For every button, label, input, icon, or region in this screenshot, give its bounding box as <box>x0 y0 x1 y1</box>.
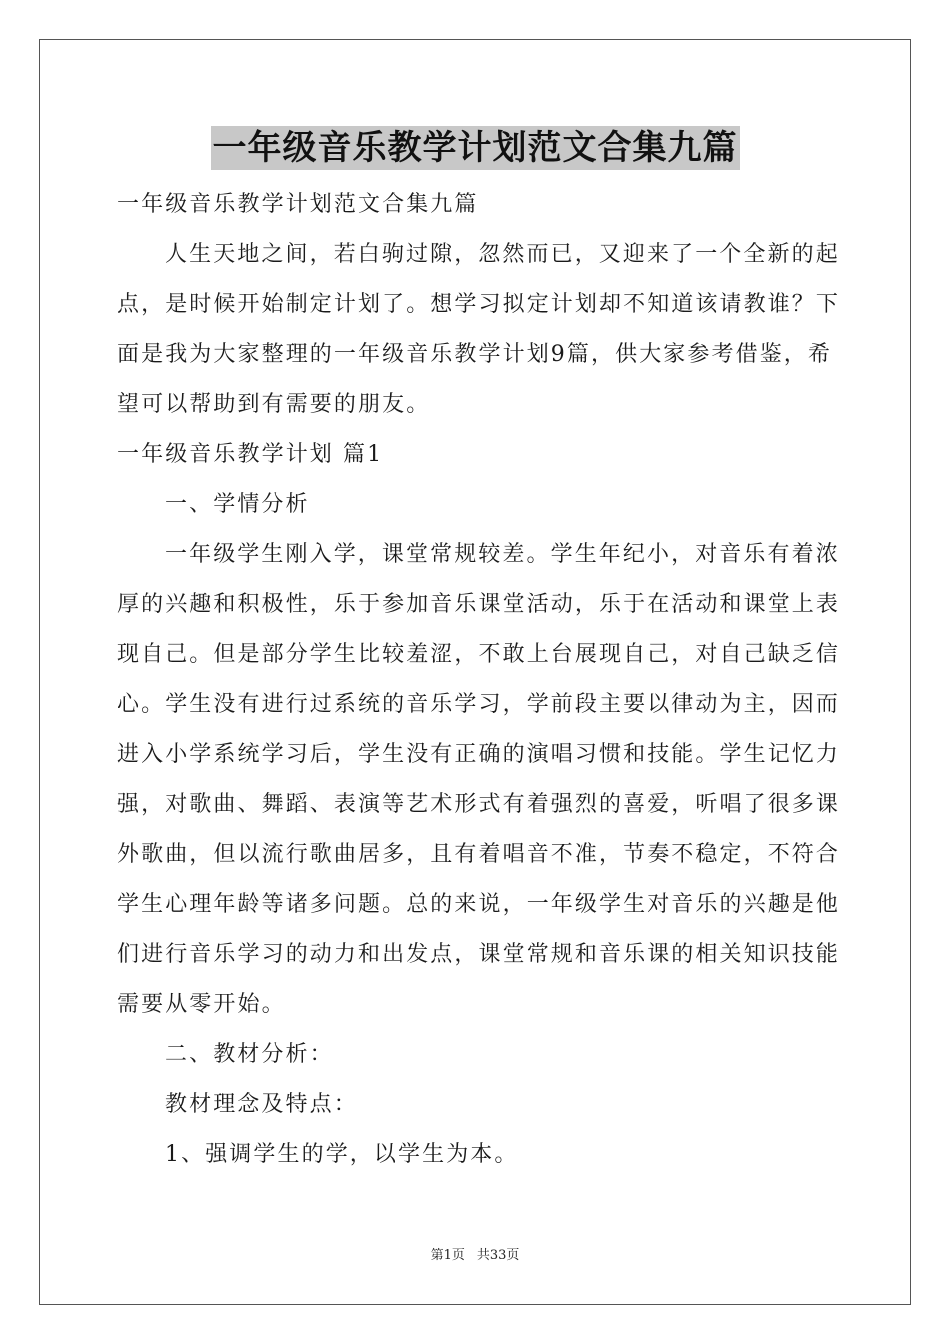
analysis-line: 厚的兴趣和积极性，乐于参加音乐课堂活动，乐于在活动和课堂上表 <box>117 592 841 617</box>
analysis-line: 心。学生没有进行过系统的音乐学习，学前段主要以律动为主，因而 <box>117 692 841 717</box>
page-number: 第1页 <box>430 1248 465 1263</box>
section-heading: 一年级音乐教学计划 篇1 <box>117 442 384 467</box>
heading-textbook-analysis: 二、教材分析： <box>165 1042 334 1067</box>
heading-student-analysis: 一、学情分析 <box>165 492 310 517</box>
document-title: 一年级音乐教学计划范文合集九篇 <box>212 128 738 168</box>
analysis-line: 现自己。但是部分学生比较羞涩，不敢上台展现自己，对自己缺乏信 <box>117 642 841 667</box>
point-item: 1、强调学生的学，以学生为本。 <box>165 1142 519 1167</box>
document-subtitle: 一年级音乐教学计划范文合集九篇 <box>117 192 479 217</box>
intro-line: 人生天地之间，若白驹过隙，忽然而已，又迎来了一个全新的起 <box>165 242 840 267</box>
intro-line: 点，是时候开始制定计划了。想学习拟定计划却不知道该请教谁？下 <box>117 292 841 317</box>
analysis-line: 学生心理年龄等诸多问题。总的来说，一年级学生对音乐的兴趣是他 <box>117 892 841 917</box>
heading-textbook-concepts: 教材理念及特点： <box>165 1092 358 1117</box>
intro-line: 面是我为大家整理的一年级音乐教学计划9篇，供大家参考借鉴，希 <box>117 342 832 367</box>
analysis-line: 强，对歌曲、舞蹈、表演等艺术形式有着强烈的喜爱，听唱了很多课 <box>117 792 841 817</box>
page-footer <box>0 1246 950 1266</box>
analysis-line: 外歌曲，但以流行歌曲居多，且有着唱音不准，节奏不稳定，不符合 <box>117 842 841 867</box>
analysis-line: 们进行音乐学习的动力和出发点，课堂常规和音乐课的相关知识技能 <box>117 942 841 967</box>
title-container <box>0 126 950 170</box>
document-body <box>117 180 841 1180</box>
analysis-line: 一年级学生刚入学，课堂常规较差。学生年纪小，对音乐有着浓 <box>165 542 840 567</box>
analysis-line: 需要从零开始。 <box>117 992 286 1017</box>
analysis-line: 进入小学系统学习后，学生没有正确的演唱习惯和技能。学生记忆力 <box>117 742 841 767</box>
intro-line: 望可以帮助到有需要的朋友。 <box>117 392 431 417</box>
page-total: 共33页 <box>476 1248 520 1263</box>
